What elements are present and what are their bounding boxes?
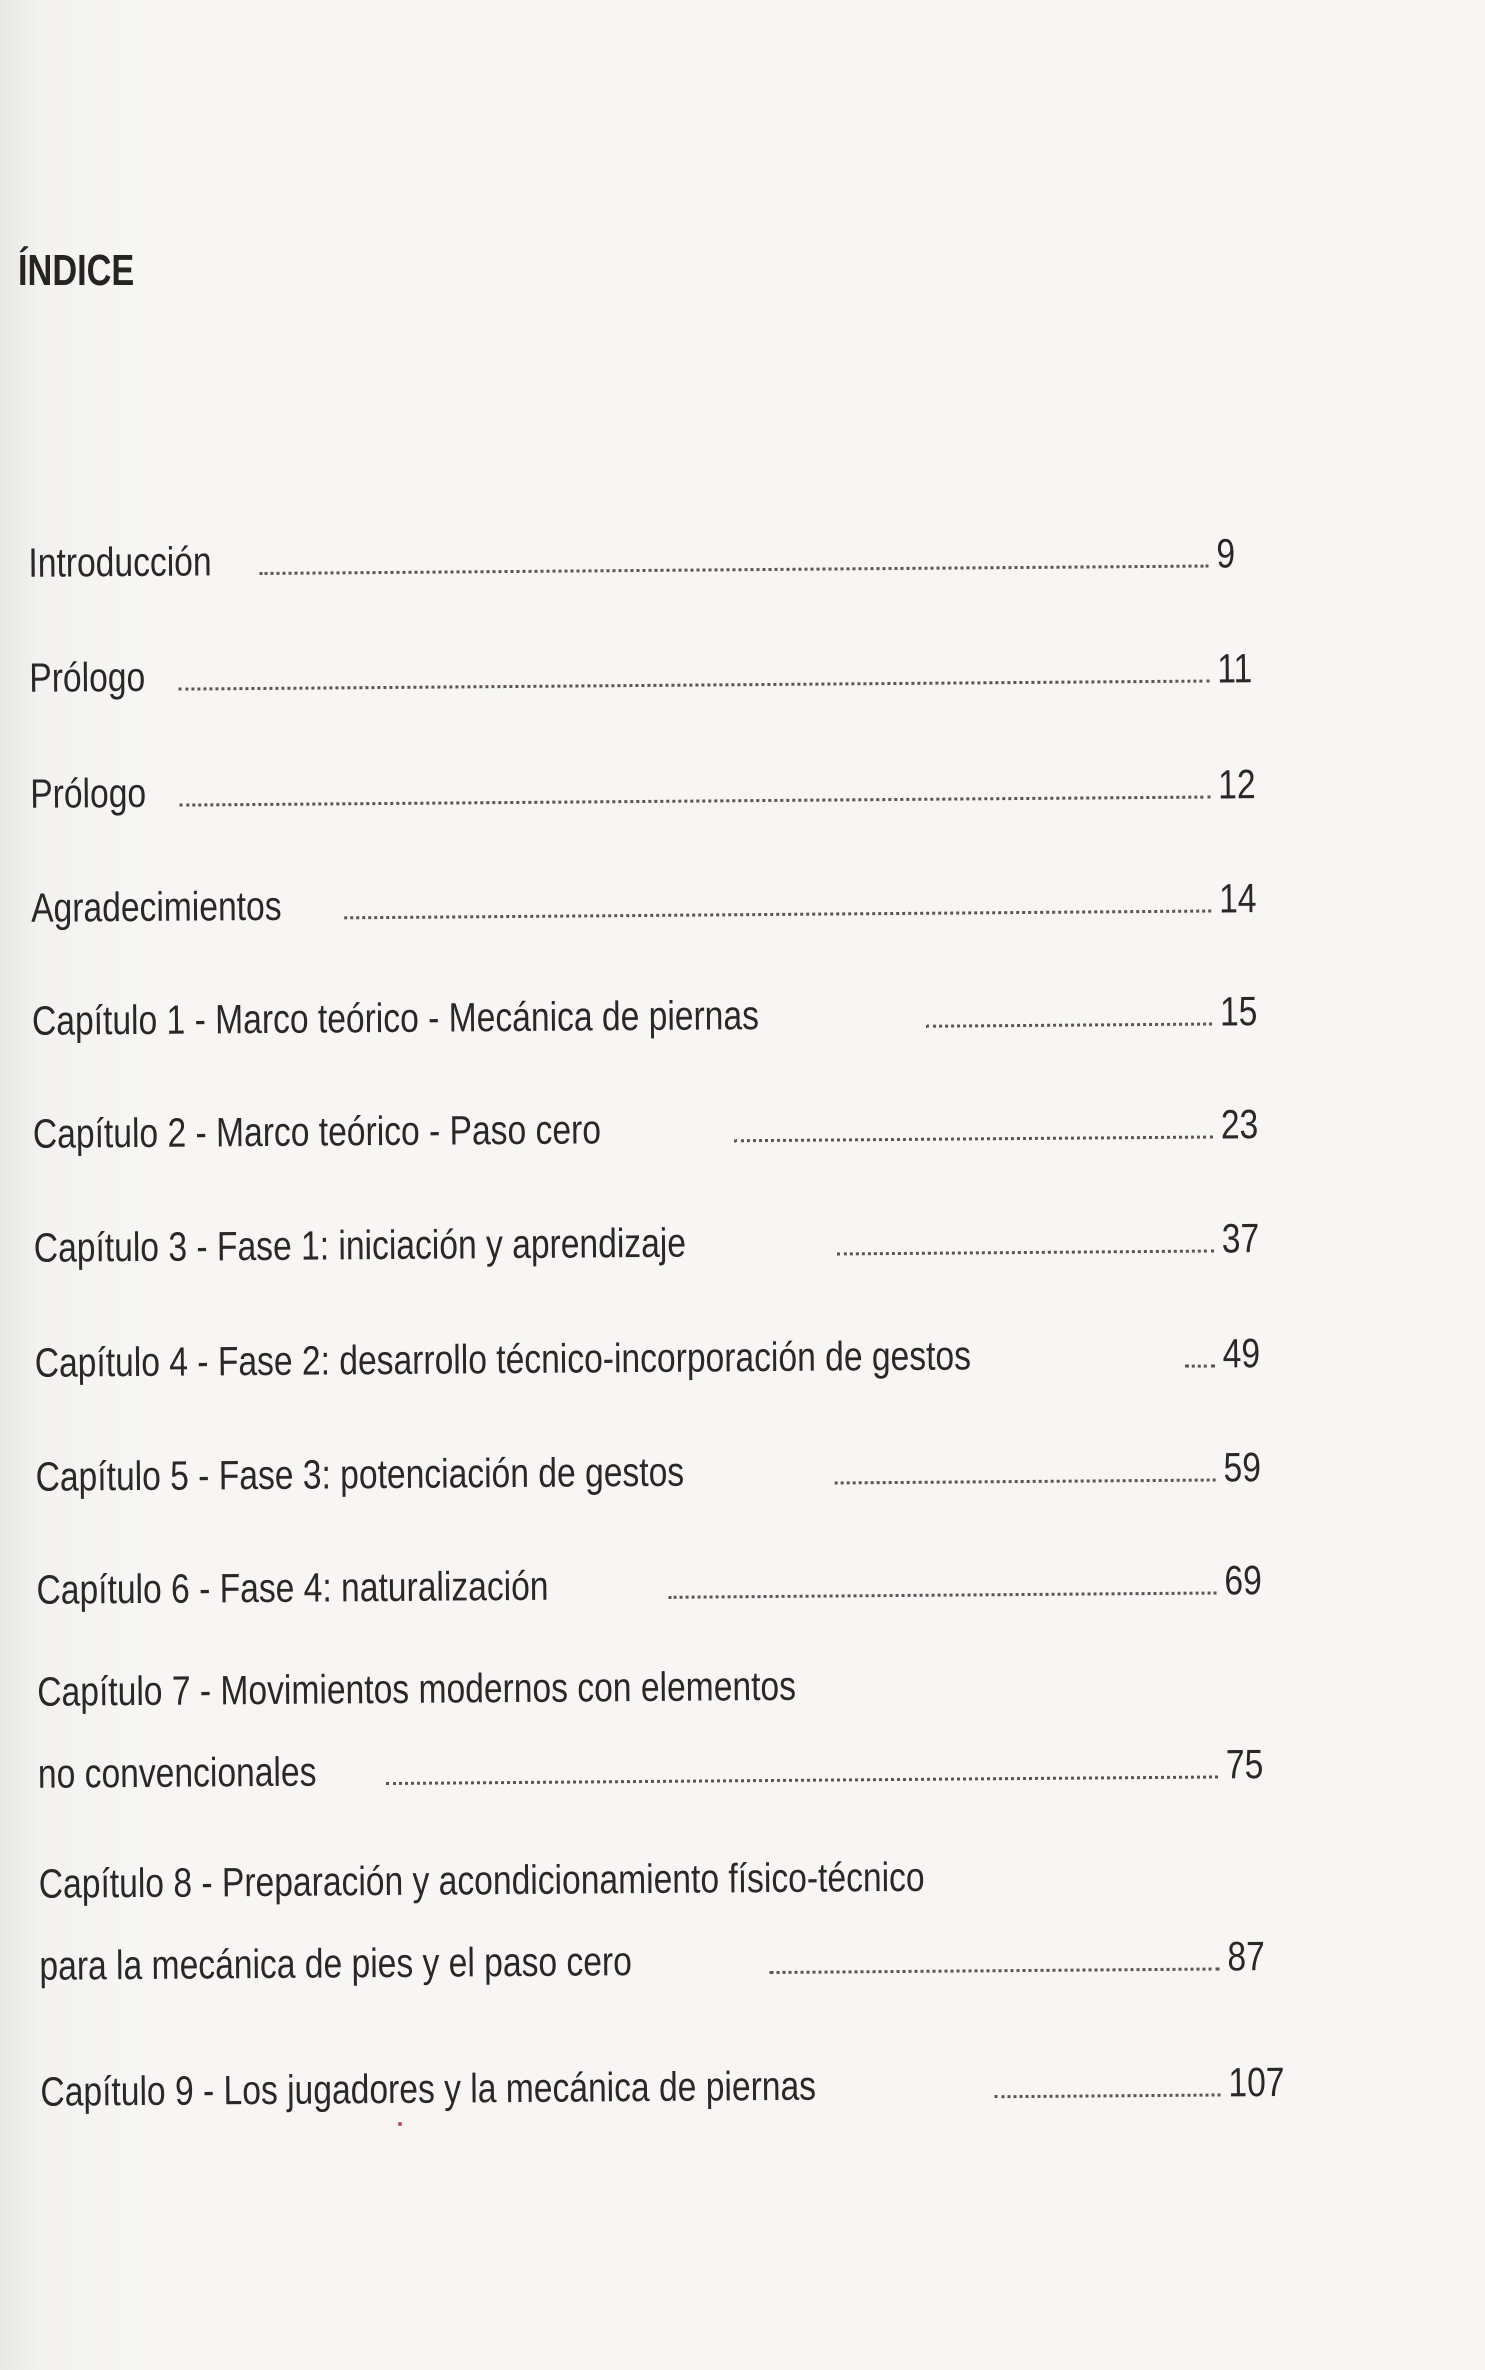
toc-entry-page: 9 xyxy=(1216,530,1236,577)
toc-entry-title: Prólogo xyxy=(30,769,147,817)
dot-leader xyxy=(734,1135,1213,1143)
dot-leader xyxy=(180,795,1211,807)
toc-entry-title: Prólogo xyxy=(29,653,146,701)
toc-entry-title-continued: no convencionales xyxy=(37,1748,317,1797)
toc-entry-title: Capítulo 4 - Fase 2: desarrollo técnico-incorporación de gestos xyxy=(34,1332,972,1386)
toc-entry xyxy=(28,525,1278,591)
ink-speck xyxy=(398,2122,402,2126)
dot-leader xyxy=(1185,1364,1215,1368)
dot-leader xyxy=(837,1249,1214,1256)
toc-entry xyxy=(33,1096,1283,1162)
toc-entry-title: Capítulo 3 - Fase 1: iniciación y aprendizaje xyxy=(33,1219,687,1271)
dot-leader xyxy=(260,564,1209,575)
toc-entry xyxy=(34,1325,1284,1391)
dot-leader xyxy=(835,1477,1216,1484)
toc-entry xyxy=(40,2054,1290,2120)
dot-leader xyxy=(345,909,1212,920)
toc-entry-title-continued: para la mecánica de pies y el paso cero xyxy=(39,1938,633,1989)
toc-entry xyxy=(31,870,1281,936)
toc-entry-page: 23 xyxy=(1220,1101,1259,1148)
toc-entry-title: Capítulo 5 - Fase 3: potenciación de gestos xyxy=(35,1448,685,1500)
toc-entry-page: 15 xyxy=(1219,988,1258,1035)
toc-entry-title: Capítulo 9 - Los jugadores y la mecánica de piernas xyxy=(40,2062,817,2115)
toc-entry xyxy=(36,1552,1286,1618)
toc-entry xyxy=(39,1846,1290,1994)
toc-entry-page: 87 xyxy=(1227,1933,1265,1980)
toc-entry xyxy=(37,1654,1288,1802)
toc-entry-page: 69 xyxy=(1224,1557,1263,1604)
toc-entry-title: Agradecimientos xyxy=(30,882,282,931)
dot-leader xyxy=(994,2092,1220,2098)
page-title: ÍNDICE xyxy=(18,246,135,295)
toc-entry-page: 107 xyxy=(1228,2058,1285,2106)
toc-entry-page: 11 xyxy=(1217,645,1253,692)
dot-leader xyxy=(770,1966,1220,1974)
toc-entry-title: Introducción xyxy=(28,538,212,586)
toc-entry-title: Capítulo 6 - Fase 4: naturalización xyxy=(36,1562,549,1613)
toc-entry xyxy=(29,640,1279,706)
toc-entry-page: 37 xyxy=(1221,1215,1260,1262)
toc-entry-page: 59 xyxy=(1223,1444,1262,1491)
dot-leader xyxy=(669,1590,1217,1598)
toc-entry-page: 75 xyxy=(1225,1741,1264,1788)
toc-entry-page: 49 xyxy=(1222,1330,1261,1377)
toc-entry xyxy=(34,1210,1284,1276)
toc-entry xyxy=(32,983,1282,1049)
toc-entry-title: Capítulo 7 - Movimientos modernos con elementos xyxy=(37,1662,797,1715)
toc-entry xyxy=(35,1439,1285,1505)
toc-entry-page: 14 xyxy=(1218,875,1257,922)
dot-leader xyxy=(179,679,1210,691)
toc-entry-page: 12 xyxy=(1218,761,1256,808)
dot-leader xyxy=(386,1774,1218,1785)
toc-entry xyxy=(30,756,1280,822)
dot-leader xyxy=(927,1022,1213,1028)
toc-entry-title: Capítulo 8 - Preparación y acondicionamiento físico-técnico xyxy=(38,1853,925,1907)
toc-entry-title: Capítulo 1 - Marco teórico - Mecánica de piernas xyxy=(31,992,760,1044)
toc-entry-title: Capítulo 2 - Marco teórico - Paso cero xyxy=(32,1106,602,1157)
